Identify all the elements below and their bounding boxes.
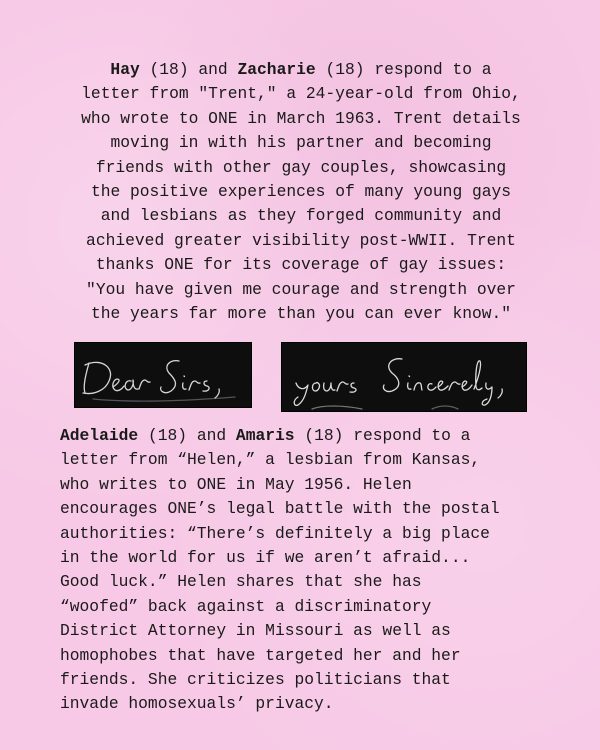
text-line: and lesbians as they forged community and xyxy=(100,206,502,226)
entry-trent-first-line xyxy=(58,58,544,82)
text-line: friends. She criticizes politicians that xyxy=(60,670,451,690)
student-name: Zacharie xyxy=(237,60,316,79)
text-line: homophobes that have targeted her and her xyxy=(60,645,461,665)
salutation-text: Dear Sirs, xyxy=(75,343,82,344)
closing-text: Yours Sincerely, xyxy=(282,343,292,344)
text-line: authorities: “There’s definitely a big place xyxy=(60,523,490,543)
text-line: who writes to ONE in May 1956. Helen xyxy=(60,474,412,494)
text-line: letter from “Helen,” a lesbian from Kansas, xyxy=(60,450,481,470)
text-line: encourages ONE’s legal battle with the postal xyxy=(60,499,500,519)
text-line: moving in with his partner and becoming xyxy=(110,133,492,153)
text-line: Good luck.” Helen shares that she has xyxy=(60,572,422,592)
text-line: "You have given me courage and strength over xyxy=(86,279,516,299)
handwritten-salutation-image xyxy=(74,342,252,408)
text-line: achieved greater visibility post-WWII. Trent xyxy=(86,230,516,250)
text-line: letter from "Trent," a 24-year-old from Ohio, xyxy=(81,84,521,104)
student-age: (18) xyxy=(325,60,365,79)
text-line: who wrote to ONE in March 1963. Trent details xyxy=(81,108,521,128)
conjunction: and xyxy=(198,60,228,79)
text-line: the positive experiences of many young gays xyxy=(90,182,512,202)
salutation-script xyxy=(75,343,251,407)
text-line: friends with other gay couples, showcasing xyxy=(95,157,507,177)
handwritten-closing-image xyxy=(281,342,527,412)
student-age: (18) xyxy=(304,426,344,445)
text-line: invade homosexuals’ privacy. xyxy=(60,694,334,714)
closing-script xyxy=(282,343,526,411)
entry-helen-first-line xyxy=(60,424,560,448)
student-name: Amaris xyxy=(235,426,295,445)
conjunction: and xyxy=(196,426,227,445)
student-name: Adelaide xyxy=(60,426,139,445)
student-age: (18) xyxy=(147,426,188,445)
text-line: respond to a xyxy=(374,60,492,79)
text-line: in the world for us if we aren’t afraid... xyxy=(60,548,471,568)
text-line: “woofed” back against a discriminatory xyxy=(60,596,432,616)
entry-trent xyxy=(58,58,544,326)
text-line: thanks ONE for its coverage of gay issues: xyxy=(95,255,507,275)
text-line: District Attorney in Missouri as well as xyxy=(60,621,451,641)
text-line: the years far more than you can ever know." xyxy=(90,304,512,324)
text-line: respond to a xyxy=(353,426,471,445)
entry-helen xyxy=(60,424,560,717)
student-age: (18) xyxy=(149,60,189,79)
student-name: Hay xyxy=(110,60,140,79)
